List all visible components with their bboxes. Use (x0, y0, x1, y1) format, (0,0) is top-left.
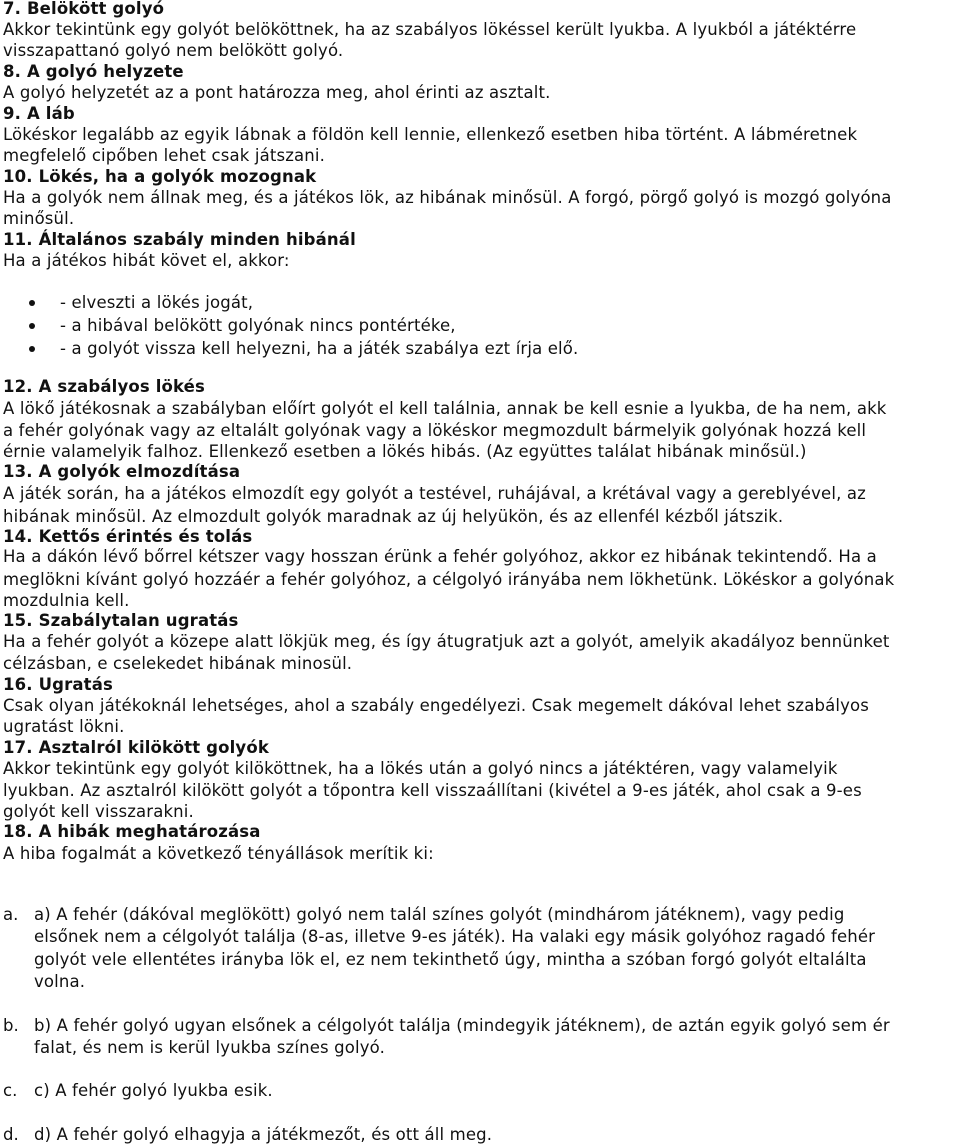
list-text: elsőnek nem a célgolyót találja (8-as, illetve 9-es játék). Ha valaki egy másik golyóhoz ragadó fehér (34, 927, 876, 946)
section-text: Ha a játékos hibát követ el, akkor: (3, 251, 290, 270)
section-heading: 13. A golyók elmozdítása (3, 462, 241, 481)
list-text: volna. (34, 972, 86, 991)
section-text: ugratást lökni. (3, 717, 125, 736)
section-text: hibának minősül. Az elmozdult golyók maradnak az új helyükön, és az ellenfél kézből játszik. (3, 507, 784, 526)
section-heading: 8. A golyó helyzete (3, 62, 184, 81)
section-text: A hiba fogalmát a következő tényállások merítik ki: (3, 844, 434, 863)
section-text: Csak olyan játékoknál lehetséges, ahol a szabály engedélyezi. Csak megemelt dákóval lehet szabályos (3, 696, 870, 715)
list-text: d) A fehér golyó elhagyja a játékmezőt, és ott áll meg. (34, 1125, 493, 1144)
list-marker: b. (3, 1016, 19, 1035)
section-text: mozdulnia kell. (3, 591, 130, 610)
section-heading: 12. A szabályos lökés (3, 377, 205, 396)
list-text: a) A fehér (dákóval meglökött) golyó nem talál színes golyót (mindhárom játéknem), vagy pedig (34, 905, 845, 924)
section-text: a fehér golyónak vagy az eltalált golyónak vagy a lökéskor megmozdult bármelyik golyónak hozzá kell (3, 421, 867, 440)
section-text: lyukban. Az asztalról kilökött golyót a tőpontra kell visszaállítani (kivétel a 9-es játék, ahol csak a 9-es (3, 781, 862, 800)
section-heading: 11. Általános szabály minden hibánál (3, 230, 356, 249)
bullet-dot-icon (29, 300, 35, 306)
section-heading: 18. A hibák meghatározása (3, 822, 261, 841)
list-text: c) A fehér golyó lyukba esik. (34, 1081, 273, 1100)
section-text: meglökni kívánt golyó hozzáér a fehér golyóhoz, a célgolyó irányába nem lökhetünk. Lökéskor a golyónak (3, 570, 895, 589)
section-text: A játék során, ha a játékos elmozdít egy golyót a testével, ruhájával, a krétával vagy a gereblyével, az (3, 484, 866, 503)
section-heading: 10. Lökés, ha a golyók mozognak (3, 167, 317, 186)
section-text: visszapattanó golyó nem belökött golyó. (3, 41, 344, 60)
section-text: Ha a fehér golyót a közepe alatt lökjük meg, és így átugratjuk azt a golyót, amelyik akadályoz bennünket (3, 632, 890, 651)
section-text: érnie valamelyik falhoz. Ellenkező esetben a lökés hibás. (Az együttes találat hibának minősül.) (3, 442, 807, 461)
list-marker: d. (3, 1125, 19, 1144)
list-text: golyót vele ellentétes irányba lök el, ez nem tekinthető úgy, mintha a szóban forgó golyót eltalálta (34, 950, 867, 969)
section-heading: 17. Asztalról kilökött golyók (3, 738, 269, 757)
list-text: b) A fehér golyó ugyan elsőnek a célgolyót találja (mindegyik játéknem), de aztán egyik golyó sem ér (34, 1016, 890, 1035)
section-text: minősül. (3, 209, 75, 228)
section-text: Lökéskor legalább az egyik lábnak a földön kell lennie, ellenkező esetben hiba történt. A lábméretnek (3, 125, 858, 144)
section-text: célzásban, e cselekedet hibának minosül. (3, 654, 353, 673)
section-text: Ha a golyók nem állnak meg, és a játékos lök, az hibának minősül. A forgó, pörgő golyó is mozgó golyóna (3, 188, 892, 207)
list-marker: c. (3, 1081, 18, 1100)
section-text: golyót kell visszarakni. (3, 802, 194, 821)
list-text: falat, és nem is kerül lyukba színes golyó. (34, 1038, 386, 1057)
section-heading: 16. Ugratás (3, 675, 113, 694)
section-text: Akkor tekintünk egy golyót belököttnek, ha az szabályos lökéssel került lyukba. A lyukból a játéktérre (3, 20, 857, 39)
list-marker: a. (3, 905, 19, 924)
section-heading: 15. Szabálytalan ugratás (3, 611, 239, 630)
section-text: A lökő játékosnak a szabályban előírt golyót el kell találnia, annak be kell esnie a lyukba, de ha nem, akk (3, 399, 887, 418)
section-text: megfelelő cipőben lehet csak játszani. (3, 146, 326, 165)
bullet-text: - a golyót vissza kell helyezni, ha a játék szabálya ezt írja elő. (60, 339, 579, 358)
section-heading: 7. Belökött golyó (3, 0, 165, 18)
section-heading: 14. Kettős érintés és tolás (3, 527, 253, 546)
bullet-dot-icon (29, 346, 35, 352)
section-text: Ha a dákón lévő bőrrel kétszer vagy hosszan érünk a fehér golyóhoz, akkor ez hibának tekintendő. Ha a (3, 547, 877, 566)
section-text: A golyó helyzetét az a pont határozza meg, ahol érinti az asztalt. (3, 83, 551, 102)
bullet-text: - elveszti a lökés jogát, (60, 293, 254, 312)
section-text: Akkor tekintünk egy golyót kilököttnek, ha a lökés után a golyó nincs a játéktéren, vagy valamelyik (3, 759, 838, 778)
bullet-text: - a hibával belökött golyónak nincs pontértéke, (60, 316, 456, 335)
section-heading: 9. A láb (3, 104, 75, 123)
bullet-dot-icon (29, 323, 35, 329)
